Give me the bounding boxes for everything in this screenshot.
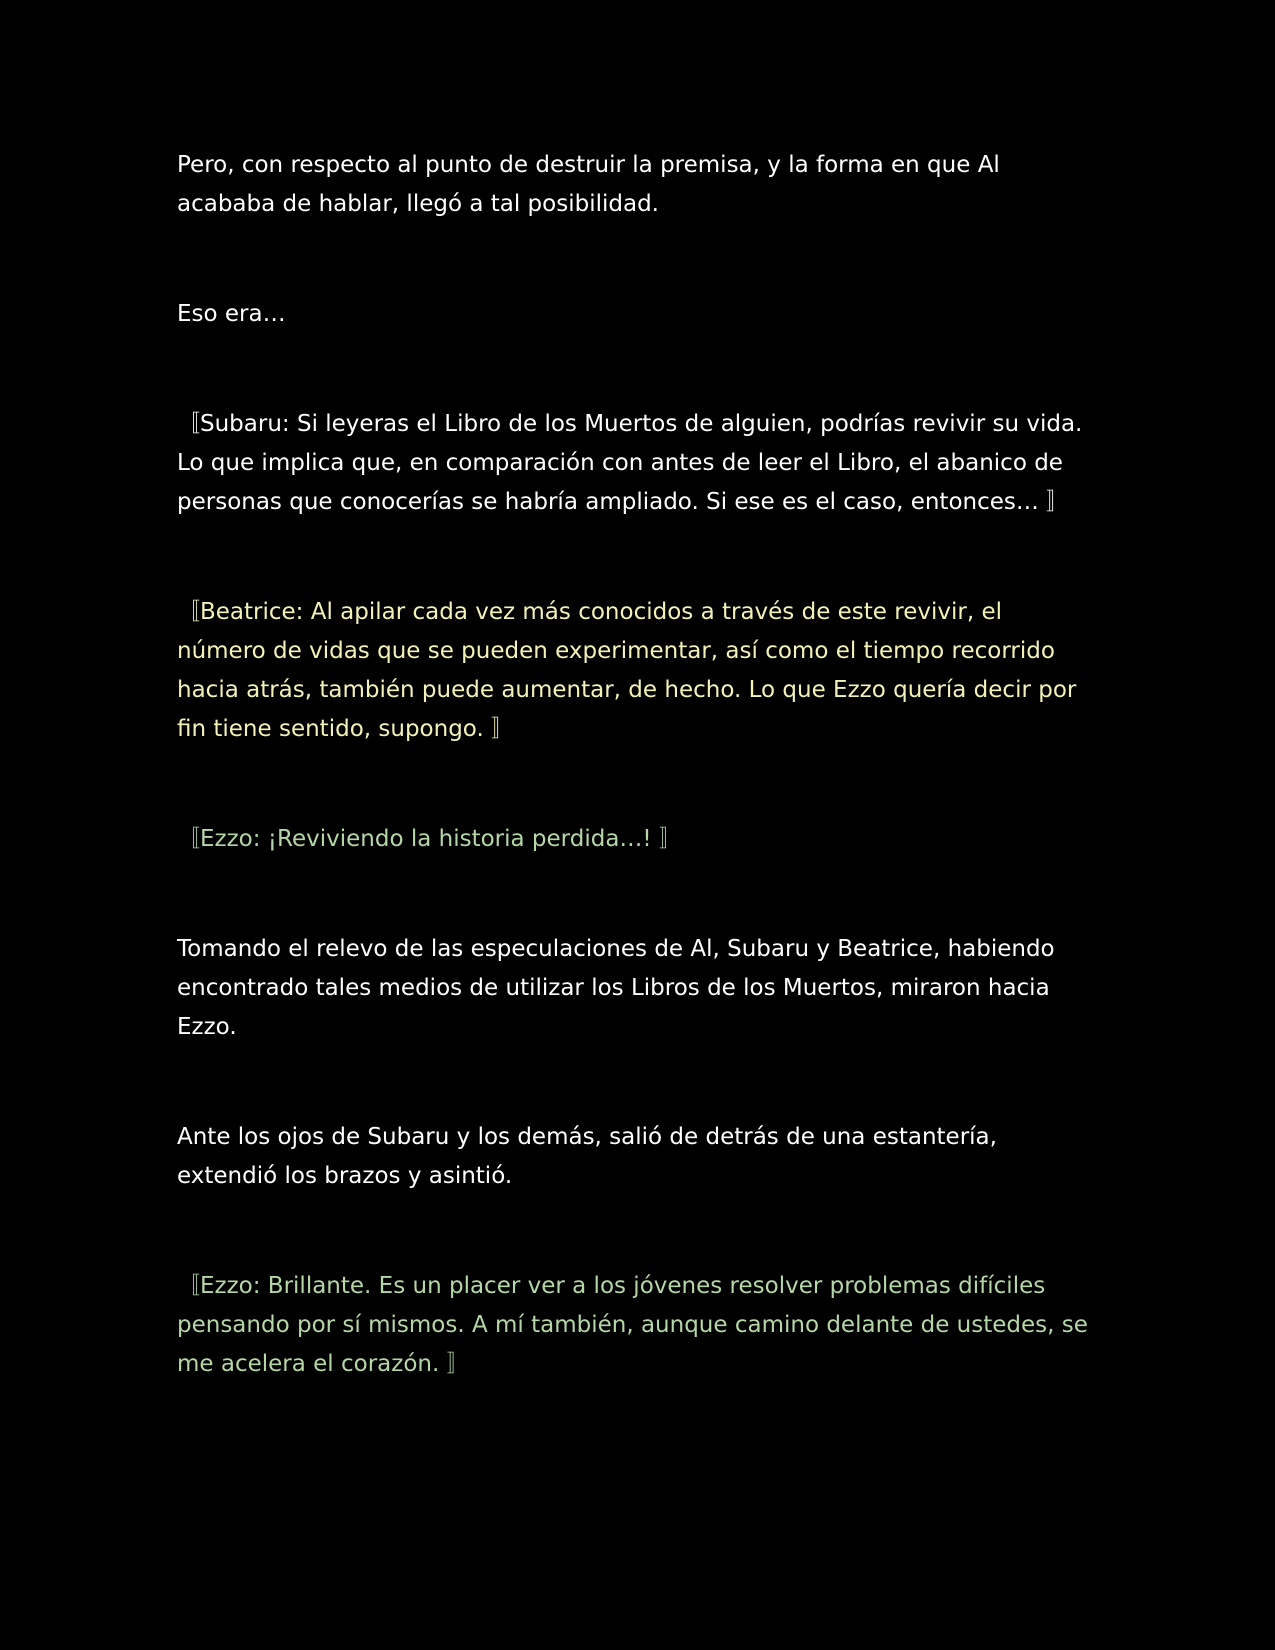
paragraph-narration-1: Pero, con respecto al punto de destruir la premisa, y la forma en que Al acababa de hablar, llegó a tal posibilidad. xyxy=(177,152,1000,217)
paragraph-gap xyxy=(177,1047,1097,1118)
dialogue-beatrice: 〚Beatrice: Al apilar cada vez más conocidos a través de este revivir, el número de vidas que se pueden experimentar, así como el tiempo recorrido hacia atrás, también puede aumentar, de hecho. Lo que Ezzo quería decir por fin tiene sentido, supongo. 〛 xyxy=(177,599,1077,742)
paragraph-narration-3: Tomando el relevo de las especulaciones de Al, Subaru y Beatrice, habiendo encontrado tales medios de utilizar los Libros de los Muertos, miraron hacia Ezzo. xyxy=(177,936,1055,1040)
dialogue-ezzo-2: 〚Ezzo: Brillante. Es un placer ver a los jóvenes resolver problemas difíciles pensando por sí mismos. A mí también, aunque camino delante de ustedes, se me acelera el corazón. 〛 xyxy=(177,1273,1088,1377)
paragraph-narration-4: Ante los ojos de Subaru y los demás, salió de detrás de una estantería, extendió los brazos y asintió. xyxy=(177,1124,997,1189)
document-page xyxy=(177,146,1097,1384)
dialogue-ezzo-1: 〚Ezzo: ¡Reviviendo la historia perdida…! 〛 xyxy=(177,826,682,852)
paragraph-narration-2: Eso era… xyxy=(177,301,286,327)
paragraph-gap xyxy=(177,522,1097,593)
paragraph-gap xyxy=(177,224,1097,295)
paragraph-gap xyxy=(177,859,1097,930)
paragraph-gap xyxy=(177,334,1097,405)
paragraph-gap xyxy=(177,1196,1097,1267)
dialogue-subaru: 〚Subaru: Si leyeras el Libro de los Muertos de alguien, podrías revivir su vida. Lo que implica que, en comparación con antes de leer el Libro, el abanico de personas que conocerías se habría ampliado. Si ese es el caso, entonces… 〛 xyxy=(177,411,1083,515)
paragraph-gap xyxy=(177,749,1097,820)
